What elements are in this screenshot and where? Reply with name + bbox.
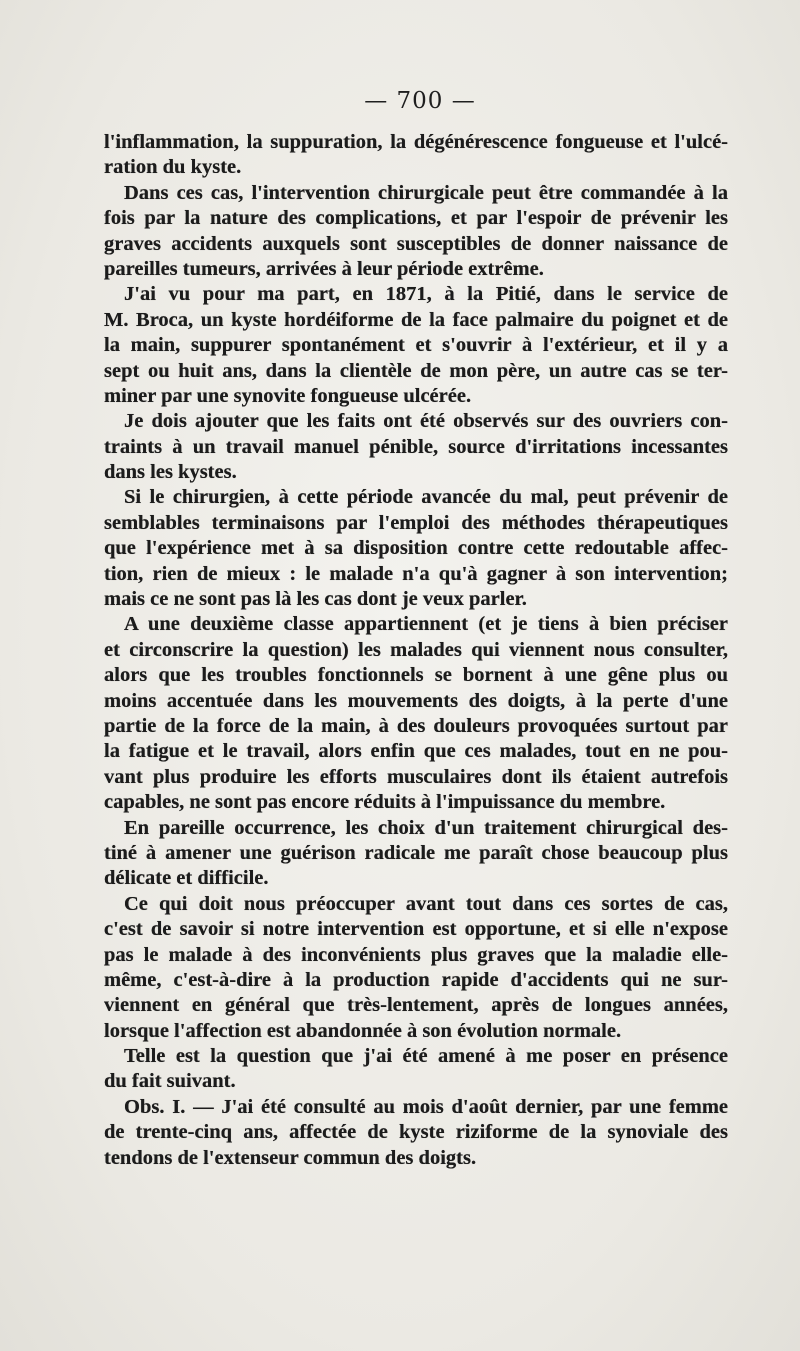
body-text [104, 130, 728, 1171]
text-line: ration du kyste. [104, 156, 242, 179]
text-line: tendons de l'extenseur commun des doigts. [104, 1146, 477, 1169]
text-line: fois par la nature des complications, et par l'espoir de prévenir les [104, 207, 728, 230]
text-line: M. Broca, un kyste hordéiforme de la face palmaire du poignet et de [104, 308, 728, 331]
text-line: l'inflammation, la suppuration, la dégénérescence fongueuse et l'ulcé- [104, 131, 728, 153]
text-line: viennent en général que très-lentement, après de longues années, [104, 994, 728, 1017]
text-line: Ce qui doit nous préoccuper avant tout dans ces sortes de cas, [124, 892, 728, 915]
text-line: dans les kystes. [104, 461, 237, 484]
text-line: Je dois ajouter que les faits ont été observés sur des ouvriers con- [124, 410, 728, 433]
text-line: vant plus produire les efforts musculaires dont ils étaient autrefois [104, 765, 728, 788]
text-line: Si le chirurgien, à cette période avancée du mal, peut prévenir de [124, 486, 728, 509]
text-line: de trente-cinq ans, affectée de kyste riziforme de la synoviale des [104, 1121, 728, 1144]
text-line: c'est de savoir si notre intervention est opportune, et si elle n'expose [104, 918, 728, 941]
text-line: alors que les troubles fonctionnels se bornent à une gêne plus ou [104, 664, 728, 687]
page-number: — 700 — [364, 88, 476, 114]
text-line: moins accentuée dans les mouvements des doigts, à la perte d'une [104, 689, 728, 712]
text-line: délicate et difficile. [104, 867, 269, 890]
text-line: Telle est la question que j'ai été amené à me poser en présence [124, 1045, 728, 1068]
text-line: miner par une synovite fongueuse ulcérée. [104, 384, 472, 407]
text-line: capables, ne sont pas encore réduits à l'impuissance du membre. [104, 791, 666, 814]
text-line: sept ou huit ans, dans la clientèle de mon père, un autre cas se ter- [104, 359, 728, 382]
text-line: traints à un travail manuel pénible, source d'irritations incessantes [104, 435, 728, 458]
text-line: Obs. I. — J'ai été consulté au mois d'août dernier, par une femme [124, 1095, 728, 1118]
text-line: tion, rien de mieux : le malade n'a qu'à gagner à son intervention; [104, 562, 728, 585]
text-line: tiné à amener une guérison radicale me paraît chose beaucoup plus [104, 841, 728, 864]
text-line: Dans ces cas, l'intervention chirurgicale peut être commandée à la [124, 181, 728, 204]
text-line: même, c'est-à-dire à la production rapide d'accidents qui ne sur- [104, 968, 728, 991]
text-line: que l'expérience met à sa disposition contre cette redoutable affec- [104, 537, 728, 560]
text-line: la main, suppurer spontanément et s'ouvrir à l'extérieur, et il y a [104, 334, 728, 357]
text-line: J'ai vu pour ma part, en 1871, à la Pitié, dans le service de [124, 283, 728, 306]
text-line: la fatigue et le travail, alors enfin que ces malades, tout en ne pou- [104, 740, 728, 763]
text-line: pareilles tumeurs, arrivées à leur période extrême. [104, 257, 544, 280]
text-line: pas le malade à des inconvénients plus graves que la maladie elle- [104, 943, 728, 966]
text-line: semblables terminaisons par l'emploi des méthodes thérapeutiques [104, 511, 728, 534]
text-line: graves accidents auxquels sont susceptibles de donner naissance de [104, 232, 728, 255]
text-line: mais ce ne sont pas là les cas dont je veux parler. [104, 588, 527, 611]
text-line: et circonscrire la question) les malades qui viennent nous consulter, [104, 638, 728, 661]
text-line: partie de la force de la main, à des douleurs provoquées surtout par [104, 714, 728, 737]
text-line: A une deuxième classe appartiennent (et je tiens à bien préciser [124, 613, 728, 636]
text-line: du fait suivant. [104, 1070, 236, 1093]
text-line: En pareille occurrence, les choix d'un traitement chirurgical des- [124, 816, 728, 839]
text-line: lorsque l'affection est abandonnée à son évolution normale. [104, 1019, 622, 1042]
